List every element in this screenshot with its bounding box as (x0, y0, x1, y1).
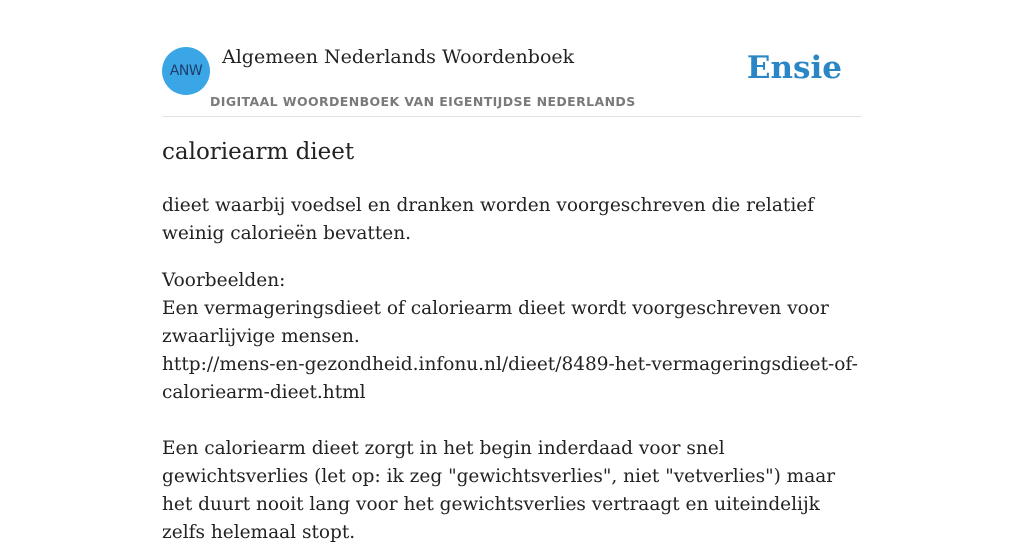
ensie-brand-link[interactable]: Ensie (746, 50, 842, 86)
site-subtitle: DIGITAAL WOORDENBOEK VAN EIGENTIJDSE NEDERLANDS (210, 94, 636, 109)
example-text: Een vermageringsdieet of caloriearm dieet wordt voorgeschreven voor zwaarlijvige mensen. (162, 298, 829, 347)
examples-label: Voorbeelden: (162, 270, 286, 291)
examples-section (162, 267, 862, 547)
example-text: Een caloriearm dieet zorgt in het begin inderdaad voor snel gewichtsverlies (let op: ik zeg "gewichtsverlies", niet "vetverlies") maar het duurt nooit lang voor het gewichtsverlies vertraagt en uiteindelijk zelfs helemaal stopt. (162, 438, 836, 543)
example-source: http://mens-en-gezondheid.infonu.nl/dieet/8489-het-vermageringsdieet-of-caloriearm-dieet.html (162, 354, 858, 403)
entry-title: caloriearm dieet (162, 139, 355, 165)
anw-logo[interactable] (162, 47, 210, 95)
site-header (162, 0, 862, 117)
example-spacer (162, 407, 862, 435)
site-title[interactable]: Algemeen Nederlands Woordenboek (222, 46, 575, 68)
logo-text: ANW (169, 63, 203, 79)
page (162, 0, 862, 543)
entry-definition: dieet waarbij voedsel en dranken worden voorgeschreven die relatief weinig calorieën bevatten. (162, 195, 815, 244)
